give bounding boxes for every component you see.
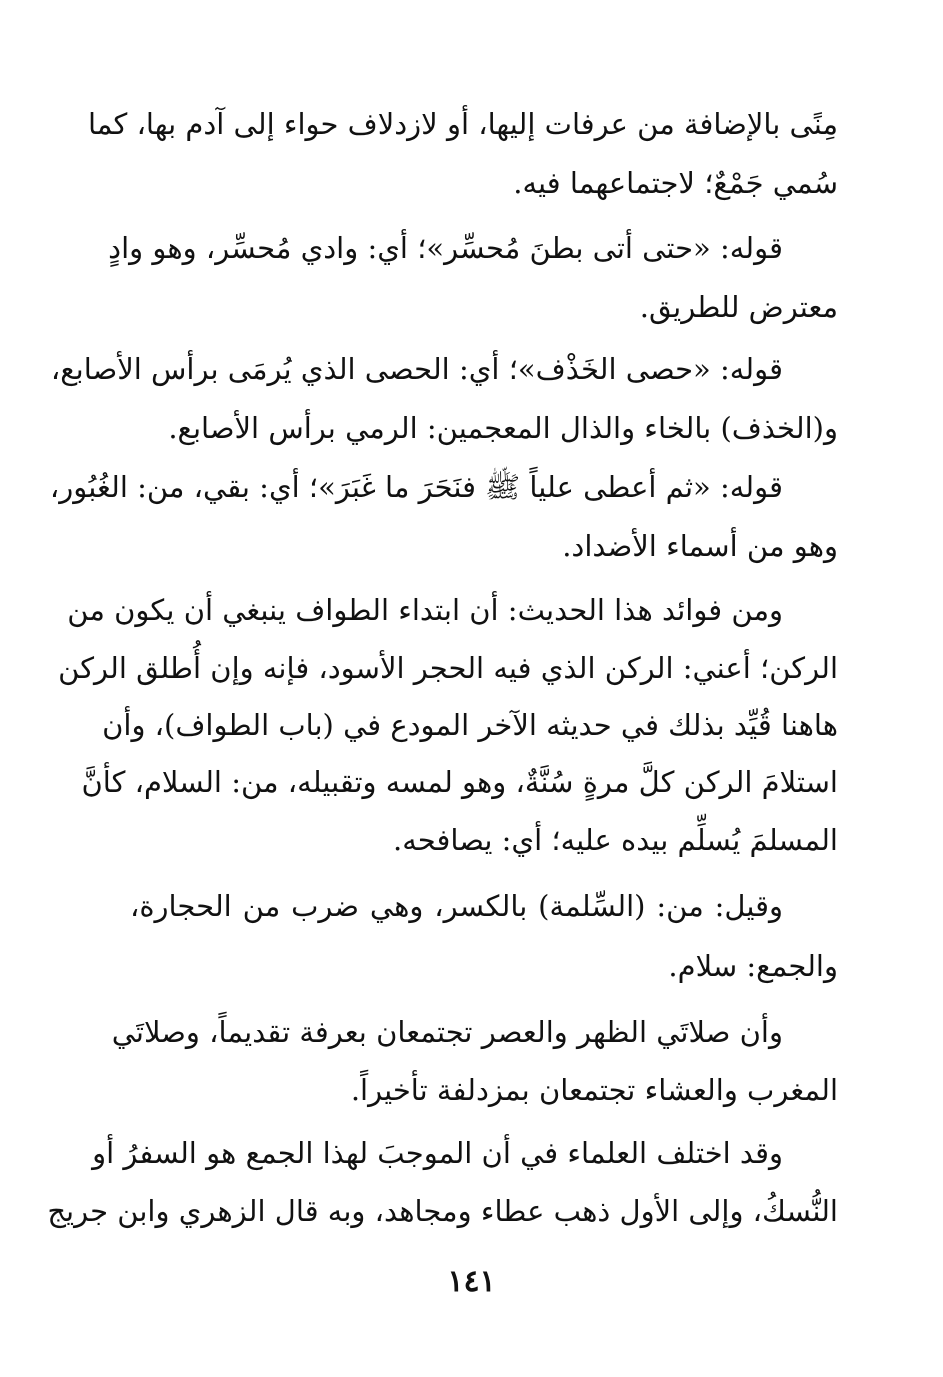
text-line: وقيل: من: (السِّلمة) بالكسر، وهي ضرب من الحجارة، xyxy=(130,889,783,923)
text-line: وأن صلاتَي الظهر والعصر تجتمعان بعرفة تقديماً، وصلاتَي xyxy=(111,1015,783,1049)
text-line: و(الخذف) بالخاء والذال المعجمين: الرمي برأس الأصابع. xyxy=(168,411,838,445)
text-line: ومن فوائد هذا الحديث: أن ابتداء الطواف ينبغي أن يكون من xyxy=(67,593,783,627)
text-line: هاهنا قُيِّد بذلك في حديثه الآخر المودع في (باب الطواف)، وأن xyxy=(102,708,838,742)
text-line: المغرب والعشاء تجتمعان بمزدلفة تأخيراً. xyxy=(350,1073,838,1107)
text-line: معترض للطريق. xyxy=(639,290,838,324)
text-line: مِنًى بالإضافة من عرفات إليها، أو لازدلاف حواء إلى آدم بها، كما xyxy=(87,107,838,141)
text-line: وهو من أسماء الأضداد. xyxy=(562,529,838,563)
text-line: النُّسكُ، وإلى الأول ذهب عطاء ومجاهد، وبه قال الزهري وابن جريج xyxy=(47,1194,838,1228)
text-line: قوله: «حتى أتى بطنَ مُحسِّر»؛ أي: وادي مُحسِّر، وهو وادٍ xyxy=(108,231,783,265)
text-line: قوله: «حصى الخَذْف»؛ أي: الحصى الذي يُرمَى برأس الأصابع، xyxy=(50,352,783,386)
text-line: الركن؛ أعني: الركن الذي فيه الحجر الأسود، فإنه وإن أُطلق الركن xyxy=(58,651,838,685)
page-number: ١٤١ xyxy=(447,1264,496,1299)
text-line: سُمي جَمْعٌ؛ لاجتماعهما فيه. xyxy=(513,166,838,200)
text-line: استلامَ الركن كلَّ مرةٍ سُنَّةٌ، وهو لمسه وتقبيله، من: السلام، كأنَّ xyxy=(81,765,838,799)
text-line: وقد اختلف العلماء في أن الموجبَ لهذا الجمع هو السفرُ أو xyxy=(92,1136,783,1170)
text-line: المسلمَ يُسلِّم بيده عليه؛ أي: يصافحه. xyxy=(393,823,838,857)
text-line: والجمع: سلام. xyxy=(668,949,838,983)
text-line: قوله: «ثم أعطى علياً ﷺ فنَحَرَ ما غَبَرَ»؛ أي: بقي، من: الغُبُور، xyxy=(49,470,783,504)
